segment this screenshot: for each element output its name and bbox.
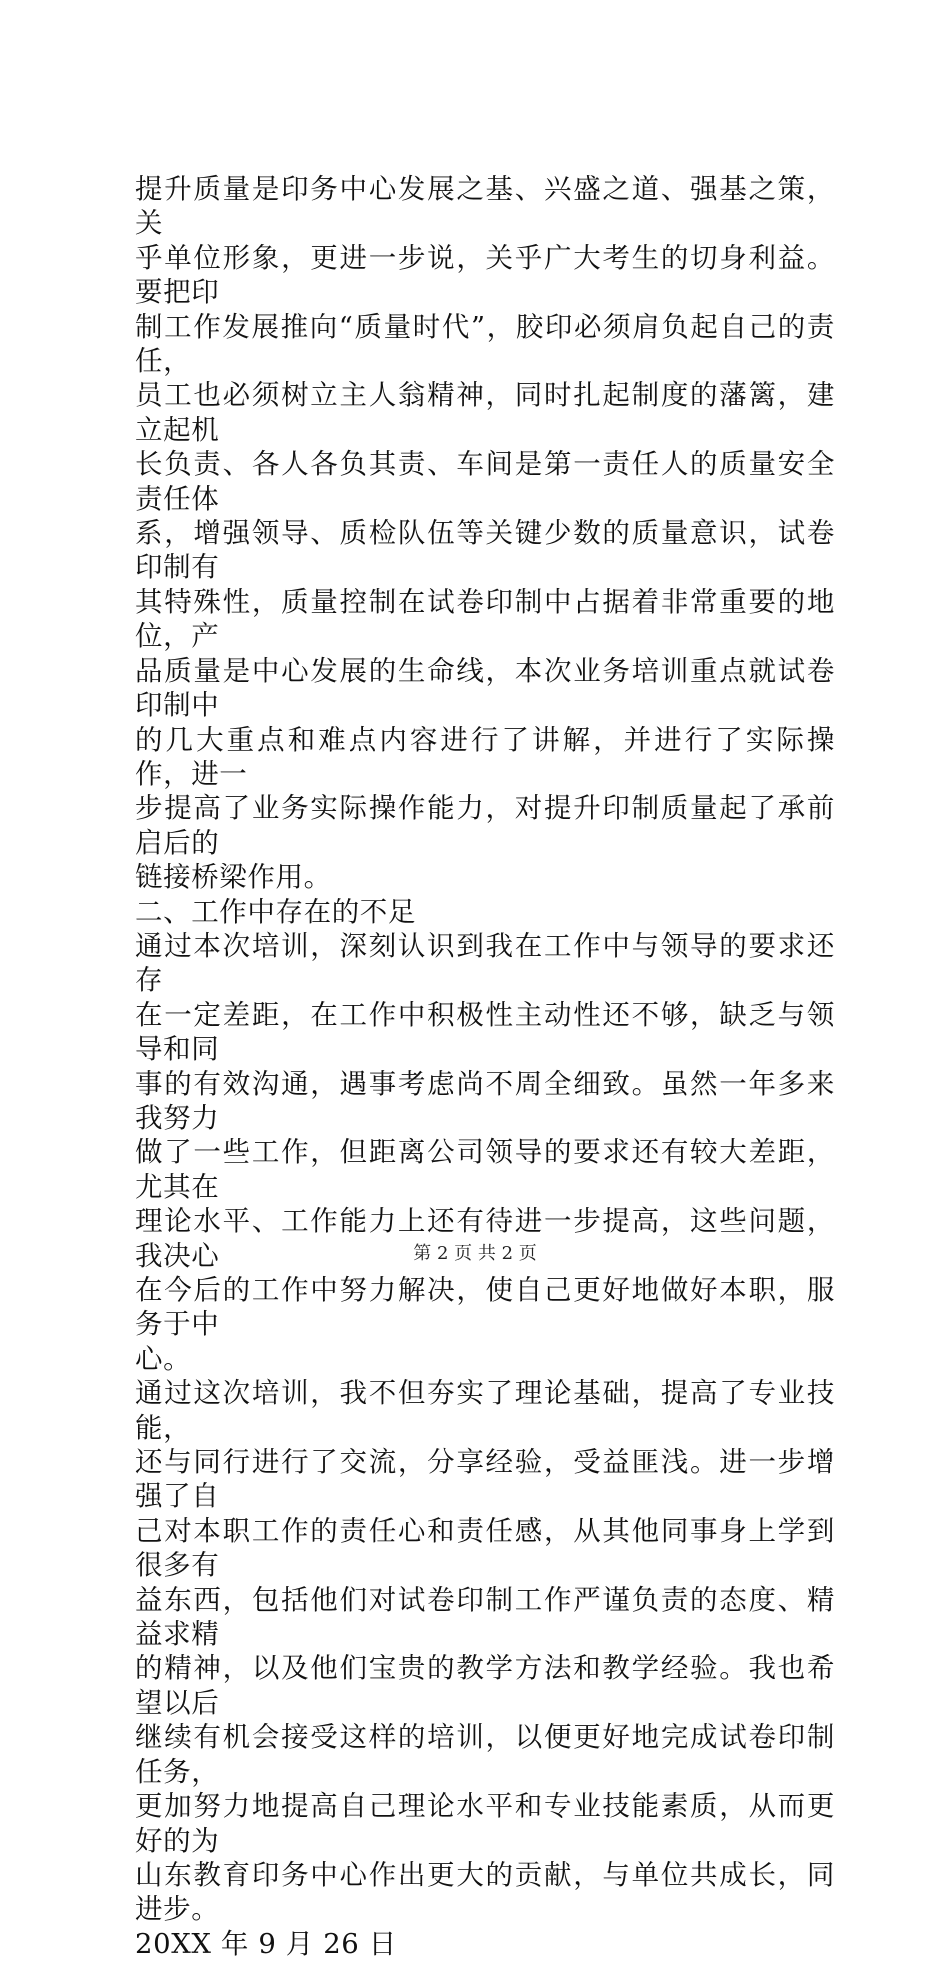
paragraph-gains: 通过这次培训，我不但夯实了理论基础，提高了专业技能， 还与同行进行了交流，分享经验，受益匪浅。进一步增强了自 己对本职工作的责任心和责任感，从其他同事身上学到很多有 益东西，包括他们对试卷印制工作严谨负责的态度、精益求精 的精神，以及他们宝贵的教学方法和教学经验。我也希望以后 继续有机会接受这样的培训，以便更好地完成试卷印制任务， 更加努力地提高自己理论水平和专业技能素质，从而更好的为 山东教育印务中心作出更大的贡献，与单位共成长，同进步。 (135, 1377, 835, 1926)
page-number-footer: 第 2 页 共 2 页 (413, 1243, 537, 1264)
paragraph-shortcomings: 通过本次培训，深刻认识到我在工作中与领导的要求还存 在一定差距，在工作中积极性主动性还不够，缺乏与领导和同 事的有效沟通，遇事考虑尚不周全细致。虽然一年多来我努力 做了一些工作，但距离公司领导的要求还有较大差距，尤其在 理论水平、工作能力上还有待进一步提高，这些问题，我决心 在今后的工作中努力解决，使自己更好地做好本职，服务于中 心。 (135, 929, 835, 1375)
date-line: 20XX 年 9 月 26 日 (135, 1927, 397, 1960)
section-heading-shortcomings: 二、工作中存在的不足 (135, 895, 416, 928)
paragraph-quality: 提升质量是印务中心发展之基、兴盛之道、强基之策，关 乎单位形象，更进一步说，关乎广大考生的切身利益。要把印 制工作发展推向“质量时代”，胶印必须肩负起自己的责任， 员工也必须树立主人翁精神，同时扎起制度的藩篱，建立起机 长负责、各人各负其责、车间是第一责任人的质量安全责任体 系，增强领导、质检队伍等关键少数的质量意识，试卷印制有 其特殊性，质量控制在试卷印制中占据着非常重要的地位，产 品质量是中心发展的生命线，本次业务培训重点就试卷印制中 的几大重点和难点内容进行了讲解，并进行了实际操作，进一 步提高了业务实际操作能力，对提升印制质量起了承前启后的 链接桥梁作用。 (135, 173, 835, 894)
document-body (135, 172, 835, 1961)
